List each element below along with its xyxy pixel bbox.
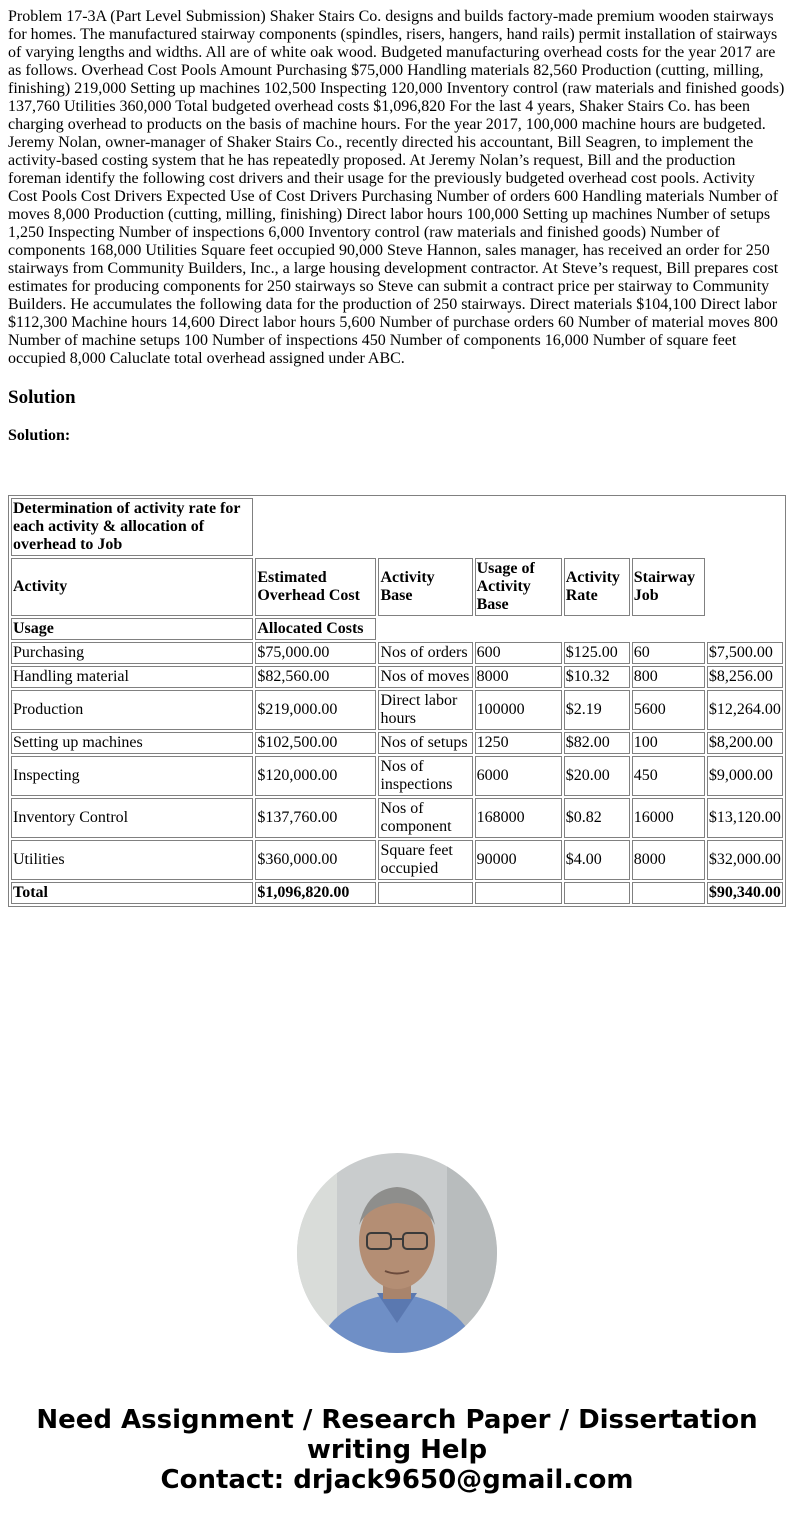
table-row: [11, 732, 783, 754]
cell-allocated-cost: $32,000.00: [707, 840, 783, 880]
header-stairway-job: Stairway Job: [632, 558, 705, 616]
cell-usage: 168000: [475, 798, 562, 838]
cell-allocated-cost: $12,264.00: [707, 690, 783, 730]
total-overhead-cost: $1,096,820.00: [255, 882, 376, 904]
abc-allocation-table: [8, 495, 786, 907]
cell-activity-base: Nos of inspections: [378, 756, 472, 796]
cell-allocated-cost: $8,200.00: [707, 732, 783, 754]
cell-activity-base: Nos of orders: [378, 642, 472, 664]
table-title: Determination of activity rate for each activity & allocation of overhead to Job: [11, 498, 253, 556]
cell-overhead-cost: $82,560.00: [255, 666, 376, 688]
table-total-row: [11, 882, 783, 904]
cell-overhead-cost: $219,000.00: [255, 690, 376, 730]
cell-activity-base: Square feet occupied: [378, 840, 472, 880]
header-activity-rate: Activity Rate: [564, 558, 630, 616]
cell-allocated-cost: $7,500.00: [707, 642, 783, 664]
author-photo: [297, 1153, 497, 1353]
author-photo-graphic: [297, 1153, 497, 1353]
promo-line-2: writing Help: [306, 1435, 488, 1465]
cell-usage: 600: [475, 642, 562, 664]
cell-usage: 6000: [475, 756, 562, 796]
table-row: [11, 840, 783, 880]
cell-activity: Inventory Control: [11, 798, 253, 838]
cell-activity-rate: $0.82: [564, 798, 630, 838]
cell-allocated-cost: $9,000.00: [707, 756, 783, 796]
total-allocated-cost: $90,340.00: [707, 882, 783, 904]
cell-job-usage: 100: [632, 732, 705, 754]
cell-usage: 90000: [475, 840, 562, 880]
total-label: Total: [11, 882, 253, 904]
total-empty-cell: [378, 882, 472, 904]
header-activity: Activity: [11, 558, 253, 616]
cell-activity: Utilities: [11, 840, 253, 880]
cell-allocated-cost: $8,256.00: [707, 666, 783, 688]
cell-activity-base: Nos of setups: [378, 732, 472, 754]
cell-job-usage: 450: [632, 756, 705, 796]
table-header-row: [11, 558, 783, 616]
cell-activity-rate: $125.00: [564, 642, 630, 664]
total-empty-cell: [475, 882, 562, 904]
solution-label: Solution:: [8, 427, 71, 444]
abc-table-container: [8, 495, 786, 907]
cell-activity-rate: $2.19: [564, 690, 630, 730]
cell-activity: Production: [11, 690, 253, 730]
cell-activity-rate: $20.00: [564, 756, 630, 796]
total-empty-cell: [564, 882, 630, 904]
cell-activity-rate: $10.32: [564, 666, 630, 688]
solution-heading: Solution: [8, 387, 76, 408]
cell-job-usage: 60: [632, 642, 705, 664]
table-row: [11, 666, 783, 688]
cell-usage: 1250: [475, 732, 562, 754]
cell-job-usage: 800: [632, 666, 705, 688]
cell-activity-base: Nos of moves: [378, 666, 472, 688]
header-usage-of-activity-base: Usage of Activity Base: [475, 558, 562, 616]
table-subheader-row: [11, 618, 783, 640]
cell-activity: Handling material: [11, 666, 253, 688]
cell-job-usage: 8000: [632, 840, 705, 880]
cell-overhead-cost: $120,000.00: [255, 756, 376, 796]
cell-job-usage: 16000: [632, 798, 705, 838]
subheader-usage: Usage: [11, 618, 253, 640]
table-row: [11, 798, 783, 838]
cell-activity-rate: $4.00: [564, 840, 630, 880]
cell-overhead-cost: $137,760.00: [255, 798, 376, 838]
header-estimated-cost: Estimated Overhead Cost: [255, 558, 376, 616]
cell-overhead-cost: $360,000.00: [255, 840, 376, 880]
promo-line-1: Need Assignment / Research Paper / Dissertation: [36, 1405, 758, 1435]
subheader-allocated-costs: Allocated Costs: [255, 618, 376, 640]
cell-activity: Setting up machines: [11, 732, 253, 754]
promo-banner: [0, 1405, 794, 1495]
cell-usage: 8000: [475, 666, 562, 688]
total-empty-cell: [632, 882, 705, 904]
cell-activity: Purchasing: [11, 642, 253, 664]
promo-contact: Contact: drjack9650@gmail.com: [160, 1465, 634, 1495]
cell-activity-base: Nos of component: [378, 798, 472, 838]
table-row: [11, 642, 783, 664]
cell-activity: Inspecting: [11, 756, 253, 796]
table-title-row: [11, 498, 783, 556]
cell-overhead-cost: $102,500.00: [255, 732, 376, 754]
table-row: [11, 756, 783, 796]
cell-job-usage: 5600: [632, 690, 705, 730]
cell-overhead-cost: $75,000.00: [255, 642, 376, 664]
cell-allocated-cost: $13,120.00: [707, 798, 783, 838]
problem-statement: Problem 17-3A (Part Level Submission) Shaker Stairs Co. designs and builds factory-made premium wooden stairways for homes. The manufactured stairway components (spindles, risers, hangers, hand rails) permit installation of stairways of varying lengths and widths. All are of white oak wood. Budgeted manufacturing overhead costs for the year 2017 are as follows. Overhead Cost Pools Amount Purchasing $75,000 Handling materials 82,560 Production (cutting, milling, finishing) 219,000 Setting up machines 102,500 Inspecting 120,000 Inventory control (raw materials and finished goods) 137,760 Utilities 360,000 Total budgeted overhead costs $1,096,820 For the last 4 years, Shaker Stairs Co. has been charging overhead to products on the basis of machine hours. For the year 2017, 100,000 machine hours are budgeted. Jeremy Nolan, owner-manager of Shaker Stairs Co., recently directed his accountant, Bill Seagren, to implement the activity-based costing system that he has repeatedly proposed. At Jeremy Nolan’s request, Bill and the production foreman identify the following cost drivers and their usage for the previously budgeted overhead cost pools. Activity Cost Pools Cost Drivers Expected Use of Cost Drivers Purchasing Number of orders 600 Handling materials Number of moves 8,000 Production (cutting, milling, finishing) Direct labor hours 100,000 Setting up machines Number of setups 1,250 Inspecting Number of inspections 6,000 Inventory control (raw materials and finished goods) Number of components 168,000 Utilities Square feet occupied 90,000 Steve Hannon, sales manager, has received an order for 250 stairways from Community Builders, Inc., a large housing development contractor. At Steve’s request, Bill prepares cost estimates for producing components for 250 stairways so Steve can submit a contract price per stairway to Community Builders. He accumulates the following data for the production of 250 stairways. Direct materials $104,100 Direct labor $112,300 Machine hours 14,600 Direct labor hours 5,600 Number of purchase orders 60 Number of material moves 800 Number of machine setups 100 Number of inspections 450 Number of components 16,000 Number of square feet occupied 8,000 Caluclate total overhead assigned under ABC.: [8, 8, 785, 367]
table-row: [11, 690, 783, 730]
cell-activity-base: Direct labor hours: [378, 690, 472, 730]
cell-usage: 100000: [475, 690, 562, 730]
cell-activity-rate: $82.00: [564, 732, 630, 754]
header-activity-base: Activity Base: [378, 558, 472, 616]
